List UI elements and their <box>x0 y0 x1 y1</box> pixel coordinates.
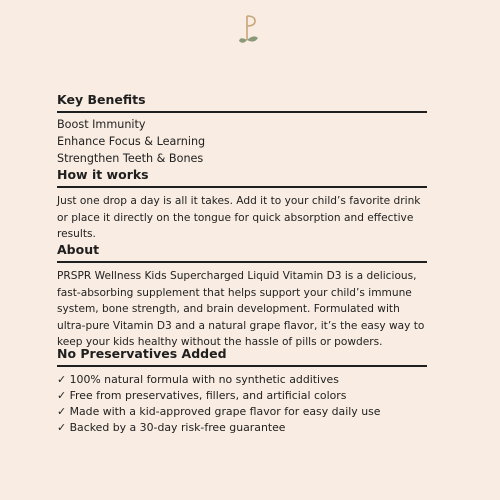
list-item: Enhance Focus & Learning <box>57 135 206 148</box>
list-item: ✓ Made with a kid-approved grape flavor for easy daily use <box>57 405 381 418</box>
list-item: Strengthen Teeth & Bones <box>57 152 204 165</box>
key-benefits-heading: Key Benefits <box>57 91 427 113</box>
list-item: ✓ Backed by a 30-day risk-free guarantee <box>57 421 286 434</box>
key-benefits-section <box>57 91 427 167</box>
list-item: ✓ Free from preservatives, fillers, and artificial colors <box>57 389 347 402</box>
how-it-works-section <box>57 166 427 243</box>
key-benefits-list <box>57 116 427 167</box>
list-item: Boost Immunity <box>57 118 146 131</box>
about-text: PRSPR Wellness Kids Supercharged Liquid Vitamin D3 is a delicious, fast-absorbing supplement that helps support your child’s immune system, bone strength, and brain development. Formulated with ultra-pure Vitamin D3 and a natural grape flavor, it’s the easy way to keep your kids healthy without the hassle of pills or powders. <box>57 270 425 348</box>
how-it-works-text: Just one drop a day is all it takes. Add it to your child’s favorite drink or place it directly on the tongue for quick absorption and effective results. <box>57 195 421 240</box>
no-preservatives-heading: No Preservatives Added <box>57 345 427 367</box>
list-item: ✓ 100% natural formula with no synthetic additives <box>57 373 339 386</box>
about-section <box>57 241 427 351</box>
brand-logo-icon <box>236 14 262 48</box>
no-preservatives-section <box>57 345 427 436</box>
about-heading: About <box>57 241 427 263</box>
no-preservatives-list <box>57 372 427 436</box>
how-it-works-heading: How it works <box>57 166 427 188</box>
